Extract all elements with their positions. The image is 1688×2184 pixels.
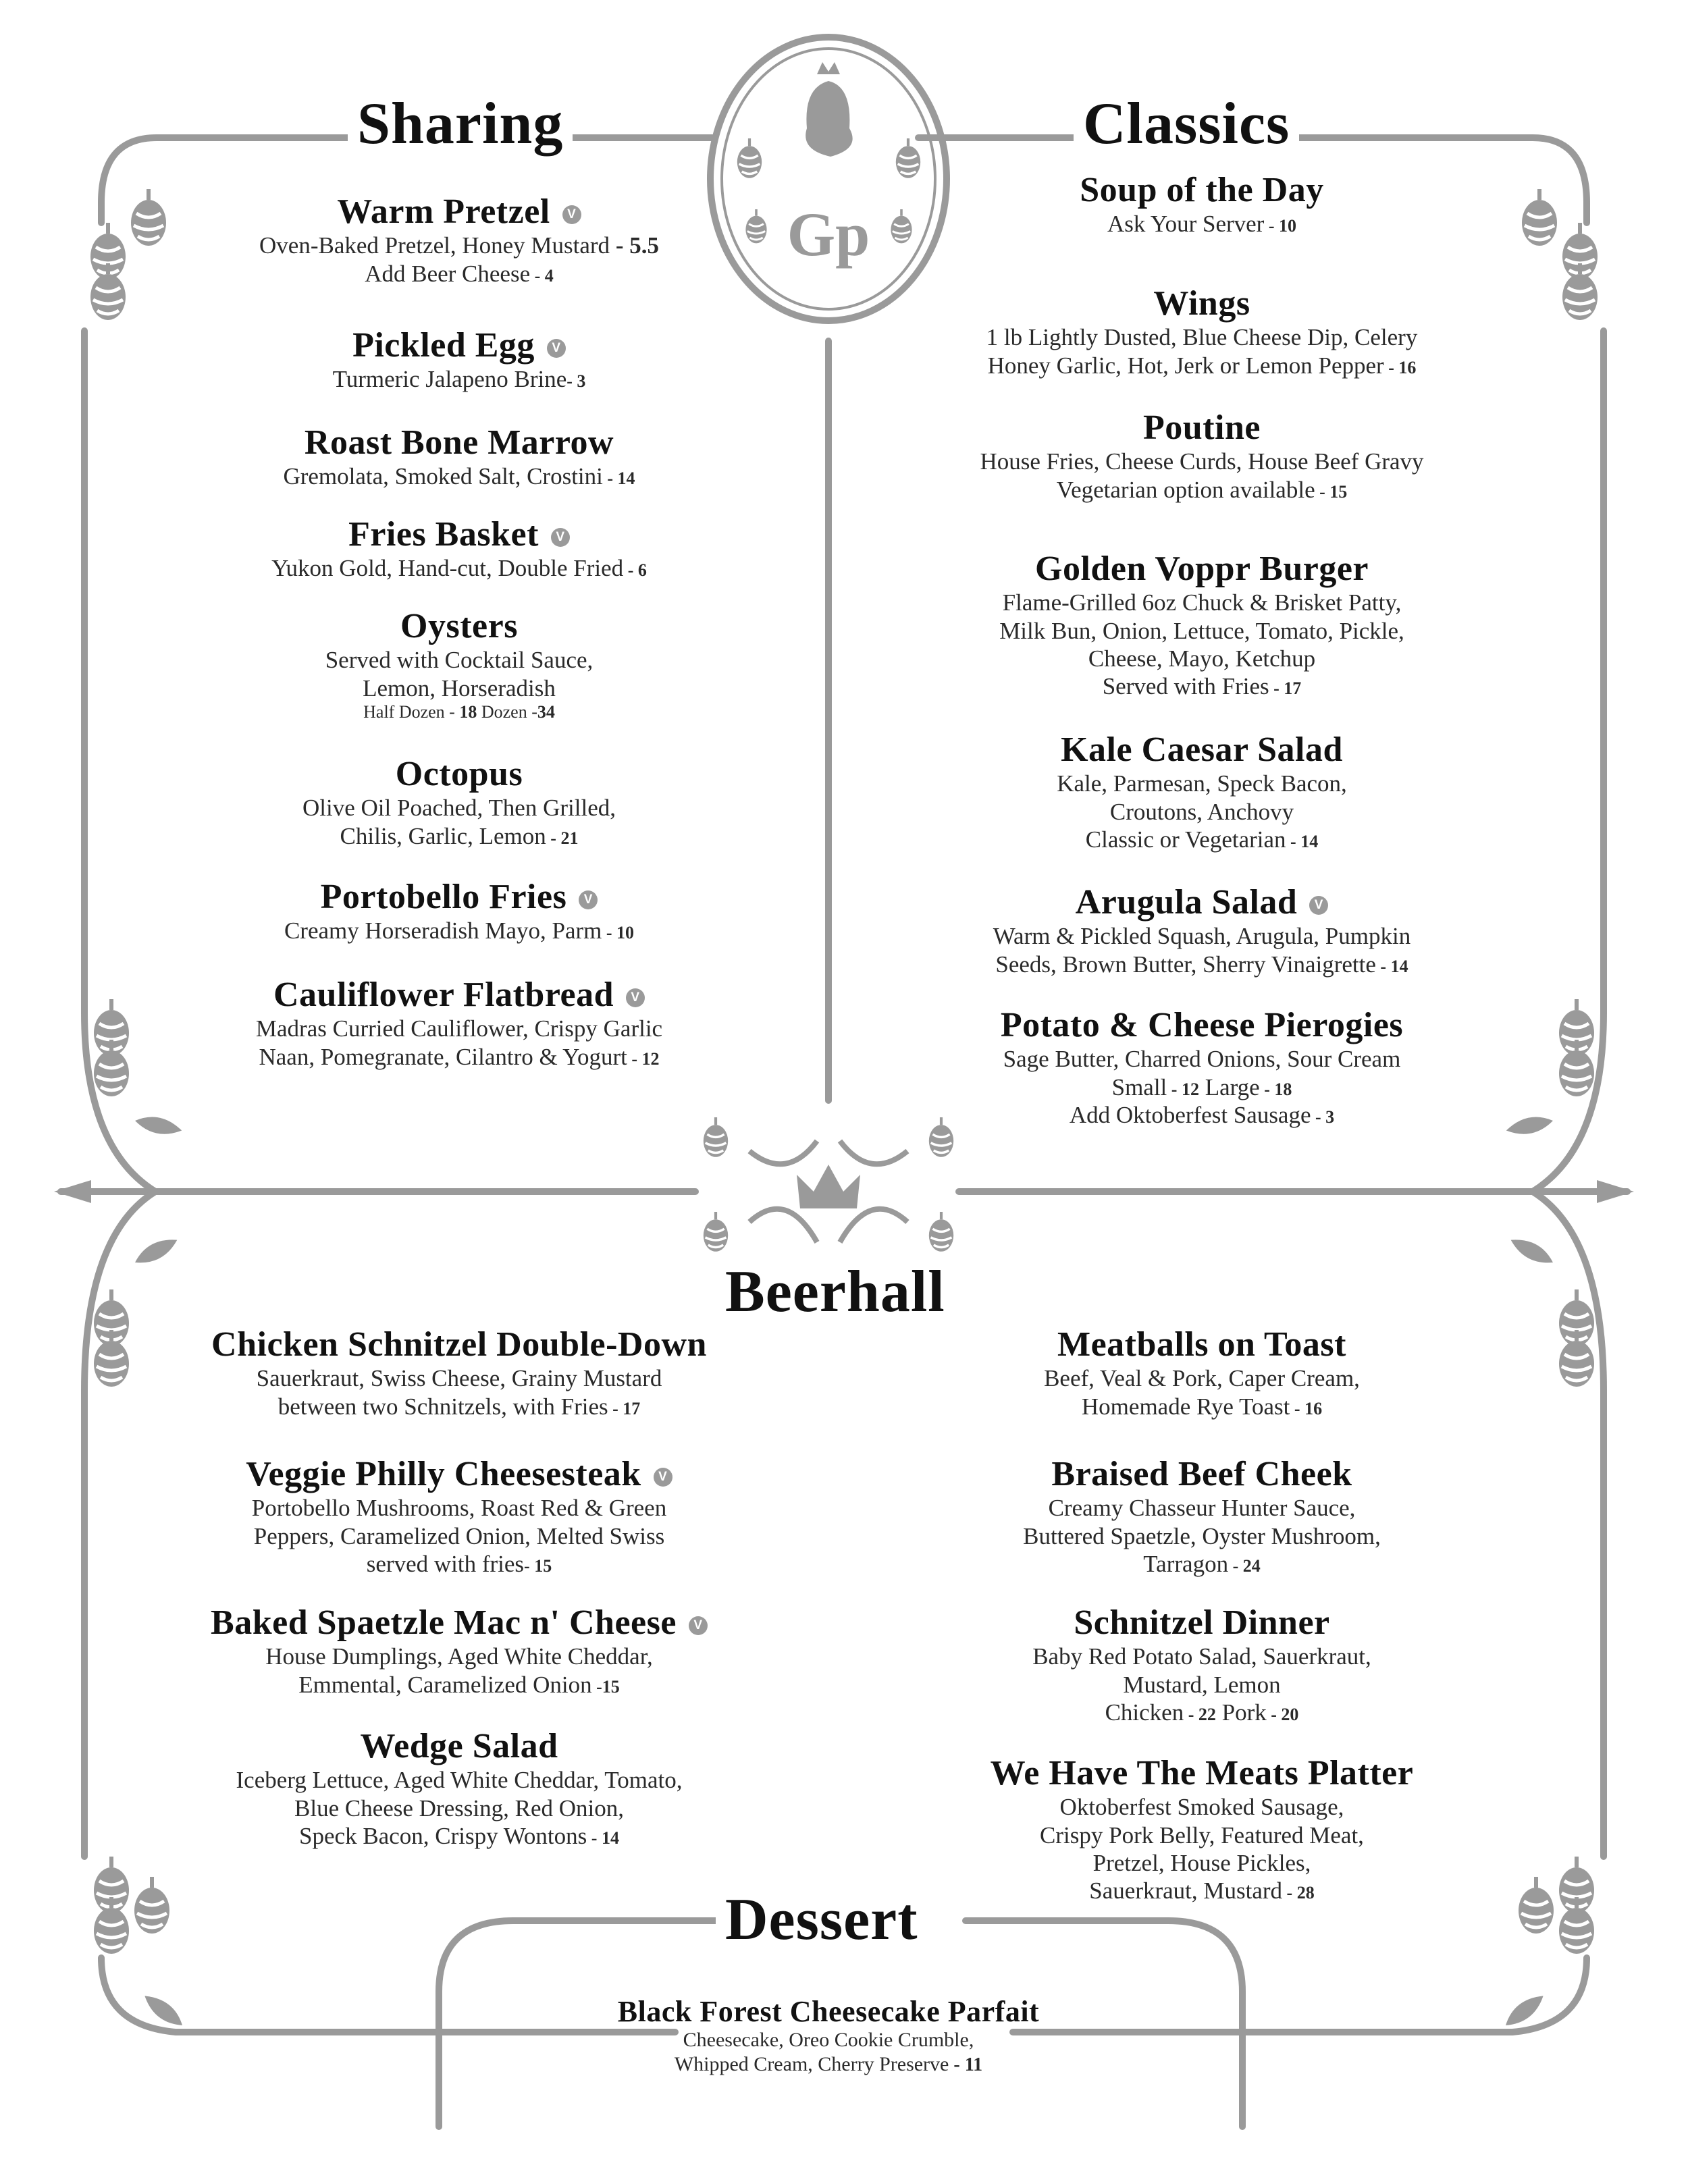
menu-item-name [169,878,749,917]
menu-item [898,171,1506,238]
menu-item-text: Blue Cheese Dressing, Red Onion, [294,1794,624,1821]
sharing-title: Sharing [348,95,573,154]
menu-item-name [898,883,1506,922]
menu-item-description-line [169,554,749,582]
menu-item-description-line [898,922,1506,950]
menu-item-name [898,171,1506,210]
menu-item-text: Served with Cocktail Sauce, [325,647,594,674]
menu-item-price: - 15 [524,1555,552,1576]
menu-item-name [155,1455,763,1494]
menu-item-text: Crispy Pork Belly, Featured Meat, [1040,1821,1364,1848]
menu-item-description-line [898,1364,1506,1392]
menu-item-price: - 5.5 [610,232,659,259]
menu-item-text: Ask Your Server [1107,211,1265,238]
menu-item-text: Beef, Veal & Pork, Caper Cream, [1044,1365,1360,1392]
menu-item-description-line [898,951,1506,978]
menu-item-text: Tarragon [1143,1550,1229,1577]
menu-item-name [169,607,749,646]
menu-item [155,1603,763,1699]
menu-item-name [898,550,1506,589]
menu-item [898,550,1506,700]
menu-item [169,607,749,723]
menu-item-description-line [525,2052,1132,2076]
menu-item-name [169,976,749,1015]
menu-item-text: Croutons, Anchovy [1109,798,1294,825]
menu-item [898,1603,1506,1726]
menu-item [169,423,749,491]
menu-item-name-text: Cauliflower Flatbread [273,976,614,1014]
menu-item-description-line [155,1494,763,1522]
menu-item [155,1325,763,1420]
menu-item-description-line [898,1793,1506,1821]
menu-item-name-text: Oysters [400,607,518,645]
menu-item-description-line [155,1822,763,1850]
menu-item [898,883,1506,978]
menu-item-name-text: Potato & Cheese Pierogies [1000,1006,1404,1044]
menu-item-text: Turmeric Jalapeno Brine [332,366,567,393]
menu-item [155,1455,763,1578]
menu-item-text: House Dumplings, Aged White Cheddar, [265,1643,653,1670]
menu-item [898,1006,1506,1129]
menu-item-text: Mustard, Lemon [1123,1671,1281,1698]
vegetarian-badge-icon: V [654,1468,672,1487]
vegetarian-badge-icon: V [579,890,598,909]
menu-item-name [169,326,749,365]
menu-item-price: -15 [591,1676,620,1697]
menu-item [898,730,1506,853]
menu-item-text: Seeds, Brown Butter, Sherry Vinaigrette [995,951,1376,978]
menu-item-name [898,1455,1506,1494]
menu-item-name-text: Wedge Salad [360,1727,558,1765]
menu-item-description-line [155,1393,763,1420]
menu-item-text: Classic or Vegetarian [1085,826,1286,853]
menu-item-price: - 3 [1311,1107,1335,1127]
menu-item-description-line [169,794,749,822]
menu-item-description-line [898,1522,1506,1550]
crown-icon [704,1117,953,1252]
menu-item-name [155,1325,763,1364]
menu-item-name-text: Schnitzel Dinner [1074,1603,1330,1642]
menu-item-description-line [898,1045,1506,1073]
menu-item-name [169,192,749,232]
menu-item-description-line [155,1643,763,1670]
menu-item-text: Vegetarian option available [1056,476,1315,503]
menu-item-text: Sauerkraut, Swiss Cheese, Grainy Mustard [256,1365,662,1392]
menu-item-description-line [169,260,749,288]
menu-item-description-line [898,1393,1506,1420]
menu-item-name-text: Braised Beef Cheek [1051,1455,1352,1493]
menu-item-description-line [898,645,1506,672]
menu-item-text: Small [1111,1073,1167,1100]
vegetarian-badge-icon: V [547,339,566,358]
menu-item-name [898,1006,1506,1045]
menu-item-text: Lemon, Horseradish [363,674,556,701]
menu-item-name-text: Kale Caesar Salad [1061,730,1343,769]
menu-item-name [169,515,749,554]
menu-item-text: Sage Butter, Charred Onions, Sour Cream [1003,1046,1401,1073]
menu-item-text: Speck Bacon, Crispy Wontons [299,1822,587,1849]
menu-item-price: - 11 [949,2054,983,2075]
menu-item-text: Chilis, Garlic, Lemon [340,822,546,849]
menu-item-text: Homemade Rye Toast [1081,1393,1290,1420]
menu-item-text: Cheesecake, Oreo Cookie Crumble, [683,2029,974,2052]
menu-item-text: Chicken [1105,1699,1184,1726]
vegetarian-badge-icon: V [689,1616,708,1635]
menu-item-text: Cheese, Mayo, Ketchup [1088,645,1316,672]
menu-item-description-line [898,448,1506,475]
menu-item-name-text: Arugula Salad [1075,883,1298,922]
menu-item-description-line [155,1550,763,1578]
menu-item-description-line [155,1364,763,1392]
menu-item-description-line [898,1699,1506,1726]
menu-item-price: - 12 [1167,1079,1199,1099]
menu-item-description-line [898,352,1506,379]
menu-item-text: Iceberg Lettuce, Aged White Cheddar, Tomato, [236,1767,683,1794]
menu-item-price: - 17 [1269,678,1302,699]
menu-item-description-line [898,1821,1506,1849]
menu-item-name [525,1995,1132,2028]
menu-item-description-line [525,2028,1132,2052]
menu-item-description-line [898,826,1506,853]
menu-item [898,1325,1506,1420]
menu-item-name [898,1754,1506,1793]
menu-item-price: - 16 [1383,357,1417,377]
menu-item-text: Olive Oil Poached, Then Grilled, [302,795,616,822]
menu-item-description-line [898,1849,1506,1877]
menu-item-text: Buttered Spaetzle, Oyster Mushroom, [1023,1522,1381,1549]
menu-item-name-text: Golden Voppr Burger [1035,550,1369,588]
menu-item-price: - 14 [602,469,635,489]
menu-item-text: between two Schnitzels, with Fries [278,1393,608,1420]
menu-item-price: - 6 [623,560,647,581]
menu-item-description-line [898,1877,1506,1905]
menu-item-description-line [155,1671,763,1699]
menu-item-text: Madras Curried Cauliflower, Crispy Garlic [255,1015,663,1042]
menu-item-text: Warm & Pickled Squash, Arugula, Pumpkin [993,923,1411,950]
menu-item-price: - 14 [587,1828,619,1848]
menu-item-description-line [898,770,1506,797]
menu-item [155,1727,763,1850]
menu-item-text: Honey Garlic, Hot, Jerk or Lemon Pepper [987,352,1384,379]
menu-item-description-line [169,1043,749,1071]
menu-item-description-line [898,1073,1506,1101]
menu-item-price: 34 [537,701,555,722]
menu-item-name-text: Poutine [1143,408,1261,447]
menu-item-text: Portobello Mushrooms, Roast Red & Green [251,1495,667,1522]
vegetarian-badge-icon: V [562,205,581,224]
menu-item-text: Gremolata, Smoked Salt, Crostini [283,463,603,490]
menu-item-name [169,755,749,794]
menu-item-price: - 3 [566,371,586,392]
menu-item-price: - 20 [1266,1704,1299,1724]
menu-item-text: Emmental, Caramelized Onion [298,1671,592,1698]
menu-item-text: Half Dozen - [363,701,460,722]
menu-item [525,1995,1132,2076]
logo-monogram: Gp [787,200,870,269]
menu-item-name [155,1603,763,1643]
menu-item-name-text: Octopus [395,755,523,793]
menu-item-description-line [169,822,749,850]
menu-item-price: - 4 [530,265,554,286]
menu-item-name-text: Chicken Schnitzel Double-Down [211,1325,707,1364]
dessert-title: Dessert [716,1890,928,1950]
menu-item-text: Pork [1215,1699,1267,1726]
menu-item-text: Served with Fries [1102,673,1269,700]
menu-item-text: Kale, Parmesan, Speck Bacon, [1057,770,1347,797]
menu-item-price: - 14 [1375,956,1408,976]
menu-item-price: - 16 [1290,1398,1323,1418]
menu-item-name-text: Portobello Fries [320,878,567,916]
menu-item-description-line [155,1794,763,1822]
menu-item-price: - 10 [602,923,635,943]
menu-item-text: Oven-Baked Pretzel, Honey Mustard [259,232,610,259]
menu-item-name [898,284,1506,323]
menu-item-price: - 24 [1228,1555,1261,1576]
menu-item-name [155,1727,763,1766]
menu-item-text: Creamy Horseradish Mayo, Parm [284,917,602,944]
vegetarian-badge-icon: V [551,528,570,547]
menu-item-description-line [169,646,749,674]
menu-item-text: Dozen - [477,701,537,722]
menu-item-name-text: Soup of the Day [1080,171,1324,209]
menu-item-price: 18 [459,701,477,722]
menu-item-name-text: Fries Basket [348,515,539,554]
menu-item [898,1455,1506,1578]
menu-item-description-line [898,798,1506,826]
menu-item-name [898,408,1506,448]
beerhall-title: Beerhall [716,1262,955,1322]
menu-item-name-text: Baked Spaetzle Mac n' Cheese [211,1603,677,1642]
menu-item-text: Add Beer Cheese [365,260,531,287]
menu-item-description-line [898,476,1506,504]
menu-item-text: Naan, Pomegranate, Cilantro & Yogurt [259,1043,627,1070]
menu-item-text: Yukon Gold, Hand-cut, Double Fried [271,555,624,582]
menu-item-text: Sauerkraut, Mustard [1089,1877,1283,1905]
menu-item [169,976,749,1071]
menu-item-description-line [169,365,749,393]
menu-item-text: Flame-Grilled 6oz Chuck & Brisket Patty, [1002,589,1402,616]
menu-item [169,326,749,394]
menu-item-name-text: Roast Bone Marrow [304,423,614,462]
menu-item-price: - 15 [1315,481,1348,502]
menu-item-text: Creamy Chasseur Hunter Sauce, [1048,1495,1356,1522]
menu-item-description-line [898,617,1506,645]
menu-item-name-text: Meatballs on Toast [1057,1325,1346,1364]
menu-item-description-line [169,674,749,702]
menu-item-price: - 14 [1286,831,1319,851]
menu-item-price: - 17 [608,1398,641,1418]
menu-item-text: Whipped Cream, Cherry Preserve [674,2052,949,2075]
menu-item-text: Baby Red Potato Salad, Sauerkraut, [1032,1643,1371,1670]
menu-item [169,755,749,850]
menu-item-description-line [898,1550,1506,1578]
menu-item [898,408,1506,504]
menu-item-text: served with fries [366,1550,525,1577]
menu-item-description-line [169,462,749,490]
menu-item-description-line [898,210,1506,238]
menu-item-name [898,1603,1506,1643]
menu-item-price: - 10 [1264,216,1297,236]
menu-item-description-line [169,232,749,259]
menu-item [898,1754,1506,1905]
menu-item-name-text: We Have The Meats Platter [990,1754,1414,1792]
menu-item-text: Add Oktoberfest Sausage [1069,1101,1311,1128]
menu-item-description-line [169,1015,749,1042]
menu-item-name-text: Pickled Egg [352,326,535,365]
menu-item [169,878,749,945]
menu-item-name [898,730,1506,770]
menu-item-name [169,423,749,462]
menu-item-description-line [898,1101,1506,1129]
menu-item-name-text: Warm Pretzel [337,192,550,231]
menu-item-text: Large [1198,1073,1260,1100]
menu-item-price: - 28 [1282,1883,1315,1903]
menu-item-name-text: Veggie Philly Cheesesteak [246,1455,641,1493]
menu-item-price: - 21 [546,828,579,848]
menu-item-price: - 18 [1259,1079,1292,1099]
vegetarian-badge-icon: V [626,988,645,1007]
menu-item-text: Pretzel, House Pickles, [1092,1849,1311,1876]
menu-item-description-line [898,1671,1506,1699]
menu-item-description-line [169,917,749,944]
menu-item-text: 1 lb Lightly Dusted, Blue Cheese Dip, Celery [986,324,1418,351]
menu-item-price: - 22 [1184,1704,1216,1724]
vegetarian-badge-icon: V [1309,896,1328,915]
menu-item-description-line [155,1766,763,1794]
classics-title: Classics [1074,95,1299,154]
menu-item-description-line [898,1643,1506,1670]
menu-item-description-line [898,1494,1506,1522]
menu-item-description-line [898,589,1506,616]
menu-item [169,515,749,583]
menu-item-name [898,1325,1506,1364]
menu-item [898,284,1506,379]
menu-item-text: Peppers, Caramelized Onion, Melted Swiss [253,1522,665,1549]
menu-item-description-line [155,1522,763,1550]
menu-item-name-text: Wings [1153,284,1250,323]
menu-item-text: Oktoberfest Smoked Sausage, [1059,1794,1344,1821]
menu-item-text: Milk Bun, Onion, Lettuce, Tomato, Pickle, [999,617,1404,644]
menu-item-text: House Fries, Cheese Curds, House Beef Gravy [980,448,1424,475]
menu-item-name-text: Black Forest Cheesecake Parfait [617,1995,1040,2028]
menu-item-description-line [898,672,1506,700]
menu-item-description-line [169,702,749,723]
menu-item-price: - 12 [627,1048,660,1069]
menu-item [169,192,749,288]
menu-item-description-line [898,323,1506,351]
